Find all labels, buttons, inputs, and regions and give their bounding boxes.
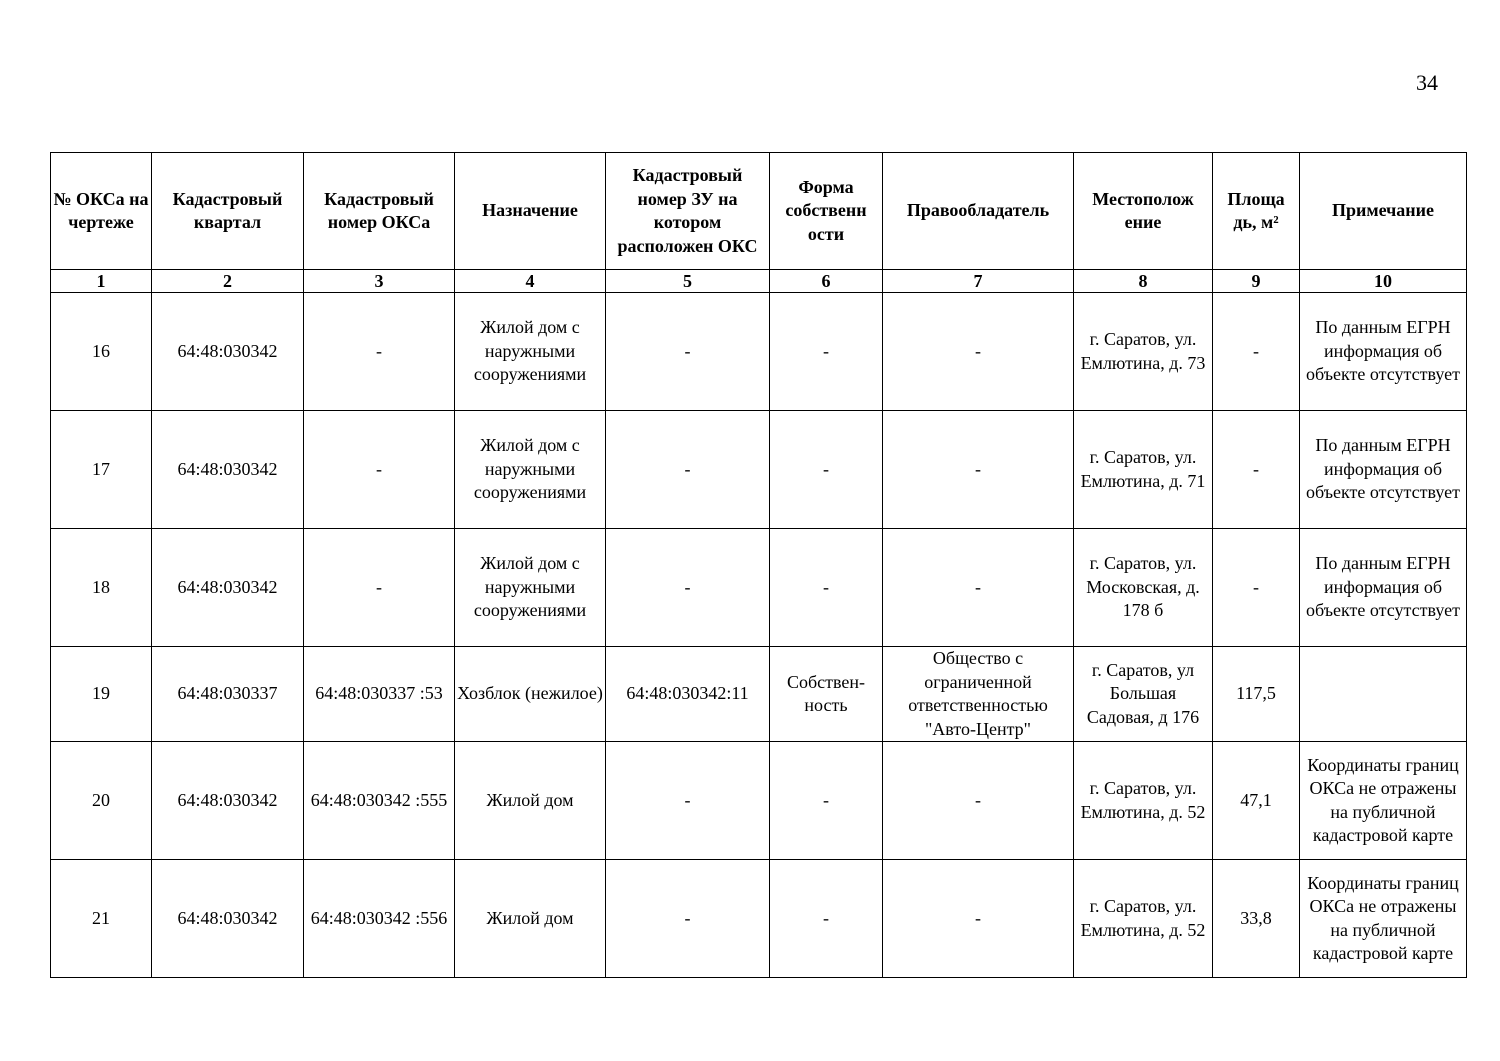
column-number: 5 <box>606 270 770 293</box>
land-plot-number-cell: - <box>606 411 770 529</box>
right-holder-cell: - <box>883 411 1074 529</box>
column-number: 1 <box>51 270 152 293</box>
column-number: 9 <box>1213 270 1300 293</box>
right-holder-cell: - <box>883 742 1074 860</box>
land-plot-number-cell: - <box>606 293 770 411</box>
right-holder-cell: Общество с ограниченной ответственностью "Авто-Центр" <box>883 647 1074 742</box>
area-cell: 117,5 <box>1213 647 1300 742</box>
table-row <box>51 411 1467 529</box>
oks-number-cell: 18 <box>51 529 152 647</box>
right-holder-cell: - <box>883 529 1074 647</box>
note-cell <box>1300 647 1467 742</box>
note-cell: Координаты границ ОКСа не отражены на публичной кадастровой карте <box>1300 742 1467 860</box>
purpose-cell: Жилой дом с наружными сооружениями <box>455 293 606 411</box>
area-cell: - <box>1213 411 1300 529</box>
header-cell: Местополож ение <box>1074 153 1213 270</box>
oks-number-cell: 19 <box>51 647 152 742</box>
land-plot-number-cell: 64:48:030342:11 <box>606 647 770 742</box>
land-plot-number-cell: - <box>606 529 770 647</box>
location-cell: г. Саратов, ул. Емлютина, д. 73 <box>1074 293 1213 411</box>
ownership-cell: - <box>770 860 883 978</box>
column-number: 8 <box>1074 270 1213 293</box>
oks-cadastral-number-cell: - <box>304 529 455 647</box>
oks-cadastral-number-cell: 64:48:030342 :555 <box>304 742 455 860</box>
header-cell: Кадастровый номер ОКСа <box>304 153 455 270</box>
header-row <box>51 153 1467 270</box>
oks-number-cell: 17 <box>51 411 152 529</box>
header-cell: Правообладатель <box>883 153 1074 270</box>
column-number: 2 <box>152 270 304 293</box>
header-cell: Назначение <box>455 153 606 270</box>
cadastral-quarter-cell: 64:48:030337 <box>152 647 304 742</box>
cadastral-quarter-cell: 64:48:030342 <box>152 529 304 647</box>
oks-cadastral-number-cell: - <box>304 293 455 411</box>
column-number: 4 <box>455 270 606 293</box>
header-cell: Площа дь, м² <box>1213 153 1300 270</box>
cadastral-quarter-cell: 64:48:030342 <box>152 293 304 411</box>
note-cell: По данным ЕГРН информация об объекте отсутствует <box>1300 293 1467 411</box>
location-cell: г. Саратов, ул. Емлютина, д. 52 <box>1074 860 1213 978</box>
table-row <box>51 293 1467 411</box>
ownership-cell: - <box>770 293 883 411</box>
table-row <box>51 529 1467 647</box>
purpose-cell: Жилой дом <box>455 742 606 860</box>
ownership-cell: - <box>770 742 883 860</box>
column-number: 6 <box>770 270 883 293</box>
cadastral-quarter-cell: 64:48:030342 <box>152 742 304 860</box>
oks-number-cell: 16 <box>51 293 152 411</box>
purpose-cell: Жилой дом с наружными сооружениями <box>455 529 606 647</box>
oks-register-table <box>50 152 1467 978</box>
table-row <box>51 860 1467 978</box>
column-number-row <box>51 270 1467 293</box>
location-cell: г. Саратов, ул. Емлютина, д. 52 <box>1074 742 1213 860</box>
note-cell: Координаты границ ОКСа не отражены на публичной кадастровой карте <box>1300 860 1467 978</box>
location-cell: г. Саратов, ул. Московская, д. 178 б <box>1074 529 1213 647</box>
purpose-cell: Жилой дом с наружными сооружениями <box>455 411 606 529</box>
column-number: 7 <box>883 270 1074 293</box>
ownership-cell: Собствен-ность <box>770 647 883 742</box>
oks-number-cell: 20 <box>51 742 152 860</box>
location-cell: г. Саратов, ул Большая Садовая, д 176 <box>1074 647 1213 742</box>
header-cell: Кадастровый квартал <box>152 153 304 270</box>
table-row <box>51 742 1467 860</box>
right-holder-cell: - <box>883 860 1074 978</box>
area-cell: 33,8 <box>1213 860 1300 978</box>
header-cell: Форма собственн ости <box>770 153 883 270</box>
ownership-cell: - <box>770 411 883 529</box>
cadastral-quarter-cell: 64:48:030342 <box>152 411 304 529</box>
header-cell: Кадастровый номер ЗУ на котором расположен ОКС <box>606 153 770 270</box>
land-plot-number-cell: - <box>606 860 770 978</box>
oks-cadastral-number-cell: - <box>304 411 455 529</box>
area-cell: 47,1 <box>1213 742 1300 860</box>
note-cell: По данным ЕГРН информация об объекте отсутствует <box>1300 411 1467 529</box>
area-cell: - <box>1213 293 1300 411</box>
header-cell: № ОКСа на чертеже <box>51 153 152 270</box>
ownership-cell: - <box>770 529 883 647</box>
note-cell: По данным ЕГРН информация об объекте отсутствует <box>1300 529 1467 647</box>
header-cell: Примечание <box>1300 153 1467 270</box>
oks-number-cell: 21 <box>51 860 152 978</box>
oks-cadastral-number-cell: 64:48:030342 :556 <box>304 860 455 978</box>
location-cell: г. Саратов, ул. Емлютина, д. 71 <box>1074 411 1213 529</box>
right-holder-cell: - <box>883 293 1074 411</box>
purpose-cell: Жилой дом <box>455 860 606 978</box>
area-cell: - <box>1213 529 1300 647</box>
column-number: 10 <box>1300 270 1467 293</box>
land-plot-number-cell: - <box>606 742 770 860</box>
table-row <box>51 647 1467 742</box>
cadastral-quarter-cell: 64:48:030342 <box>152 860 304 978</box>
oks-cadastral-number-cell: 64:48:030337 :53 <box>304 647 455 742</box>
page-number: 34 <box>1416 70 1438 95</box>
column-number: 3 <box>304 270 455 293</box>
purpose-cell: Хозблок (нежилое) <box>455 647 606 742</box>
